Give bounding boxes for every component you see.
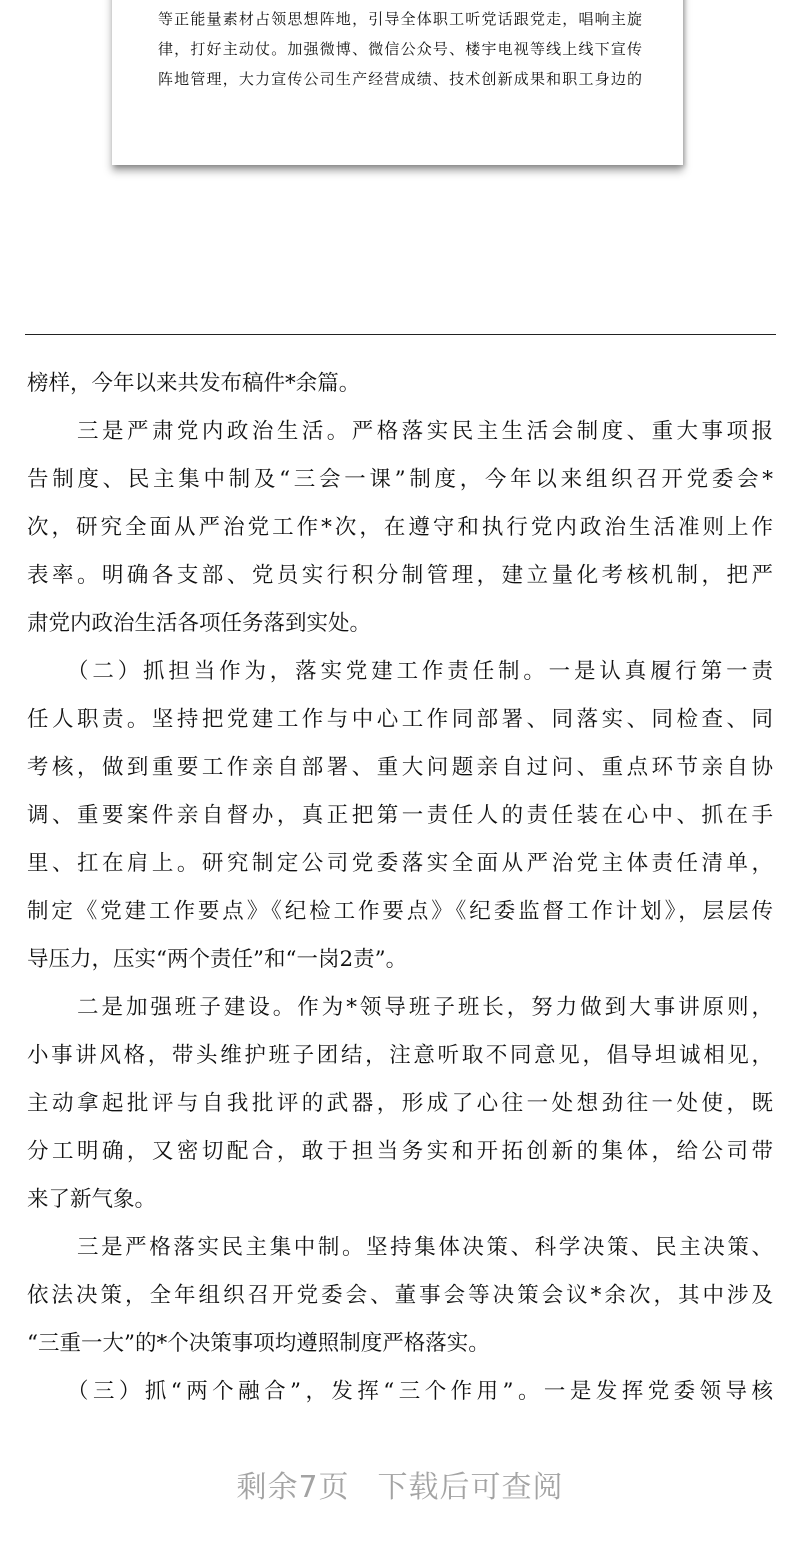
text-line: 三是严肃党内政治生活。严格落实民主生活会制度、重大事项报 xyxy=(77,419,773,444)
text-line: 小事讲风格，带头维护班子团结，注意听取不同意见，倡导坦诚相见， xyxy=(27,1043,773,1068)
download-prompt[interactable] xyxy=(0,1462,800,1506)
text-line: 里、扛在肩上。研究制定公司党委落实全面从严治党主体责任清单， xyxy=(27,851,773,876)
text-line: “三重一大”的*个决策事项均遵照制度严格落实。 xyxy=(27,1331,490,1356)
text-line: 次，研究全面从严治党工作*次，在遵守和执行党内政治生活准则上作 xyxy=(27,515,773,540)
text-line: 考核，做到重要工作亲自部署、重大问题亲自过问、重点环节亲自协 xyxy=(27,755,773,780)
remaining-pages-label: 剩余7页 xyxy=(236,1470,350,1505)
download-to-view-label[interactable]: 下载后可查阅 xyxy=(377,1470,564,1505)
page-divider xyxy=(25,334,776,335)
document-body xyxy=(27,360,773,1416)
text-line: 告制度、民主集中制及“三会一课”制度，今年以来组织召开党委会* xyxy=(27,467,773,492)
preview-line: 阵地管理，大力宣传公司生产经营成绩、技术创新成果和职工身边的 xyxy=(158,70,642,88)
preview-text xyxy=(158,4,642,94)
text-line: （三）抓“两个融合”，发挥“三个作用”。一是发挥党委领导核 xyxy=(67,1379,773,1404)
text-line: 调、重要案件亲自督办，真正把第一责任人的责任装在心中、抓在手 xyxy=(27,803,773,828)
preview-line: 律，打好主动仗。加强微博、微信公众号、楼宇电视等线上线下宣传 xyxy=(158,40,642,58)
text-line: 三是严格落实民主集中制。坚持集体决策、科学决策、民主决策、 xyxy=(77,1235,773,1260)
text-line: 分工明确，又密切配合，敢于担当务实和开拓创新的集体，给公司带 xyxy=(27,1139,773,1164)
text-line: 表率。明确各支部、党员实行积分制管理，建立量化考核机制，把严 xyxy=(27,563,773,588)
text-line: 制定《党建工作要点》《纪检工作要点》《纪委监督工作计划》，层层传 xyxy=(27,899,773,924)
preview-line: 等正能量素材占领思想阵地，引导全体职工听党话跟党走，唱响主旋 xyxy=(158,10,642,28)
preview-page-card xyxy=(112,0,683,165)
text-line: 依法决策，全年组织召开党委会、董事会等决策会议*余次，其中涉及 xyxy=(27,1283,773,1308)
text-line: 任人职责。坚持把党建工作与中心工作同部署、同落实、同检查、同 xyxy=(27,707,773,732)
text-line: 榜样，今年以来共发布稿件*余篇。 xyxy=(27,371,361,396)
text-line: 导压力，压实“两个责任”和“一岗2责”。 xyxy=(27,947,408,972)
text-line: 二是加强班子建设。作为*领导班子班长，努力做到大事讲原则， xyxy=(77,995,773,1020)
text-line: （二）抓担当作为，落实党建工作责任制。一是认真履行第一责 xyxy=(67,659,773,684)
text-line: 主动拿起批评与自我批评的武器，形成了心往一处想劲往一处使，既 xyxy=(27,1091,773,1116)
text-line: 肃党内政治生活各项任务落到实处。 xyxy=(27,611,372,636)
text-line: 来了新气象。 xyxy=(27,1187,157,1212)
